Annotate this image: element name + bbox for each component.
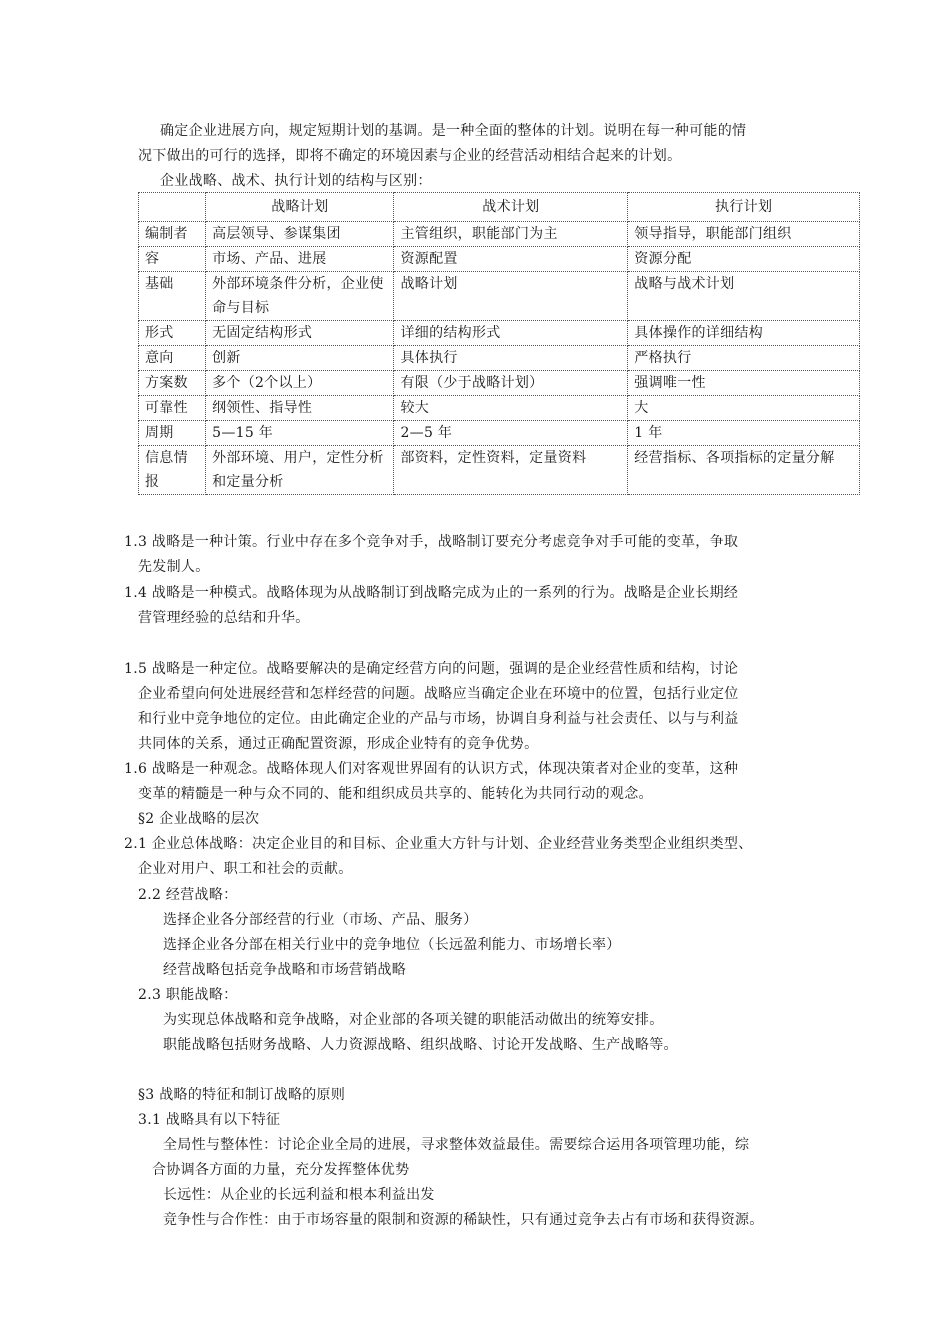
table-cell: 1 年 (628, 421, 860, 446)
table-cell: 战略计划 (394, 272, 628, 321)
para-1-4-line-2: 营管理经验的总结和升华。 (138, 610, 310, 626)
comparison-table (138, 192, 860, 495)
table-row (139, 346, 860, 371)
para-1-3-line-1: 1.3 战略是一种计策。行业中存在多个竞争对手，战略制订要充分考虑竞争对手可能的变革，争取 (124, 534, 739, 550)
table-cell: 外部环境条件分析，企业使命与目标 (206, 272, 394, 321)
table-cell: 外部环境、用户，定性分析和定量分析 (206, 446, 394, 495)
table-row (139, 371, 860, 396)
table-cell: 无固定结构形式 (206, 321, 394, 346)
table-row (139, 446, 860, 495)
table-row (139, 321, 860, 346)
table-cell: 5—15 年 (206, 421, 394, 446)
table-row (139, 396, 860, 421)
para-1-4-line-1: 1.4 战略是一种模式。战略体现为从战略制订到战略完成为止的一系列的行为。战略是企业长期经 (124, 585, 739, 601)
para-1-3-line-2: 先发制人。 (138, 559, 210, 575)
table-header-row (139, 193, 860, 222)
table-header-cell: 执行计划 (628, 193, 860, 222)
table-row (139, 421, 860, 446)
para-2-2-item-3: 经营战略包括竞争战略和市场营销战略 (163, 962, 407, 978)
table-cell: 市场、产品、进展 (206, 247, 394, 272)
table-header-cell: 战略计划 (206, 193, 394, 222)
table-cell: 领导指导，职能部门组织 (628, 222, 860, 247)
table-cell: 资源分配 (628, 247, 860, 272)
table-cell: 部资料，定性资料，定量资料 (394, 446, 628, 495)
table-header-cell: 战术计划 (394, 193, 628, 222)
table-cell: 主管组织，职能部门为主 (394, 222, 628, 247)
table-cell: 大 (628, 396, 860, 421)
table-cell: 基础 (139, 272, 206, 321)
para-1-5-line-1: 1.5 战略是一种定位。战略要解决的是确定经营方向的问题，强调的是企业经营性质和结构，讨论 (124, 661, 739, 677)
table-row (139, 222, 860, 247)
table-cell: 形式 (139, 321, 206, 346)
table-cell: 详细的结构形式 (394, 321, 628, 346)
table-cell: 纲领性、指导性 (206, 396, 394, 421)
table-cell: 强调唯一性 (628, 371, 860, 396)
section-2-heading: §2 企业战略的层次 (138, 811, 260, 827)
para-3-1-line-2: 合协调各方面的力量，充分发挥整体优势 (152, 1162, 410, 1178)
para-2-3-item-1: 为实现总体战略和竞争战略，对企业部的各项关键的职能活动做出的统筹安排。 (163, 1012, 664, 1028)
table-cell: 容 (139, 247, 206, 272)
para-2-2-heading: 2.2 经营战略： (138, 887, 238, 903)
table-cell: 方案数 (139, 371, 206, 396)
para-3-1-line-3: 长远性：从企业的长远利益和根本利益出发 (163, 1187, 435, 1203)
table-cell: 意向 (139, 346, 206, 371)
table-header-cell (139, 193, 206, 222)
para-2-2-item-2: 选择企业各分部在相关行业中的竞争地位（长远盈利能力、市场增长率） (163, 937, 621, 953)
table-cell: 多个（2个以上） (206, 371, 394, 396)
table-row (139, 247, 860, 272)
table-cell: 具体执行 (394, 346, 628, 371)
table-cell: 较大 (394, 396, 628, 421)
table-cell: 可靠性 (139, 396, 206, 421)
table-cell: 具体操作的详细结构 (628, 321, 860, 346)
para-1-5-line-2: 企业希望向何处进展经营和怎样经营的问题。战略应当确定企业在环境中的位置，包括行业定位 (138, 686, 739, 702)
table-cell: 信息情报 (139, 446, 206, 495)
para-3-1-heading: 3.1 战略具有以下特征 (138, 1112, 281, 1128)
para-2-3-heading: 2.3 职能战略： (138, 987, 238, 1003)
para-1-6-line-2: 变革的精髓是一种与众不同的、能和组织成员共享的、能转化为共同行动的观念。 (138, 786, 653, 802)
table-cell: 高层领导、参谋集团 (206, 222, 394, 247)
table-cell: 资源配置 (394, 247, 628, 272)
intro-line-2: 况下做出的可行的选择，即将不确定的环境因素与企业的经营活动相结合起来的计划。 (138, 148, 682, 164)
table-caption: 企业战略、战术、执行计划的结构与区别： (160, 173, 432, 189)
table-cell: 经营指标、各项指标的定量分解 (628, 446, 860, 495)
para-1-5-line-3: 和行业中竞争地位的定位。由此确定企业的产品与市场，协调自身利益与社会责任、以与与利益 (138, 711, 739, 727)
table-cell: 周期 (139, 421, 206, 446)
table-cell: 有限（少于战略计划） (394, 371, 628, 396)
para-2-1-line-2: 企业对用户、职工和社会的贡献。 (138, 861, 353, 877)
para-1-5-line-4: 共同体的关系，通过正确配置资源，形成企业特有的竞争优势。 (138, 736, 539, 752)
table-cell: 创新 (206, 346, 394, 371)
table-cell: 战略与战术计划 (628, 272, 860, 321)
section-3-heading: §3 战略的特征和制订战略的原则 (138, 1087, 346, 1103)
table-cell: 严格执行 (628, 346, 860, 371)
intro-line-1: 确定企业进展方向，规定短期计划的基调。是一种全面的整体的计划。说明在每一种可能的情 (160, 123, 747, 139)
para-2-1-line-1: 2.1 企业总体战略：决定企业目的和目标、企业重大方针与计划、企业经营业务类型企业组织类型、 (124, 836, 753, 852)
table-cell: 编制者 (139, 222, 206, 247)
table-row (139, 272, 860, 321)
para-3-1-line-4: 竞争性与合作性：由于市场容量的限制和资源的稀缺性，只有通过竞争去占有市场和获得资源。 (163, 1212, 764, 1228)
table-cell: 2—5 年 (394, 421, 628, 446)
para-1-6-line-1: 1.6 战略是一种观念。战略体现人们对客观世界固有的认识方式，体现决策者对企业的变革，这种 (124, 761, 739, 777)
para-2-3-item-2: 职能战略包括财务战略、人力资源战略、组织战略、讨论开发战略、生产战略等。 (163, 1037, 678, 1053)
para-2-2-item-1: 选择企业各分部经营的行业（市场、产品、服务） (163, 912, 478, 928)
para-3-1-line-1: 全局性与整体性：讨论企业全局的进展，寻求整体效益最佳。需要综合运用各项管理功能，综 (163, 1137, 750, 1153)
